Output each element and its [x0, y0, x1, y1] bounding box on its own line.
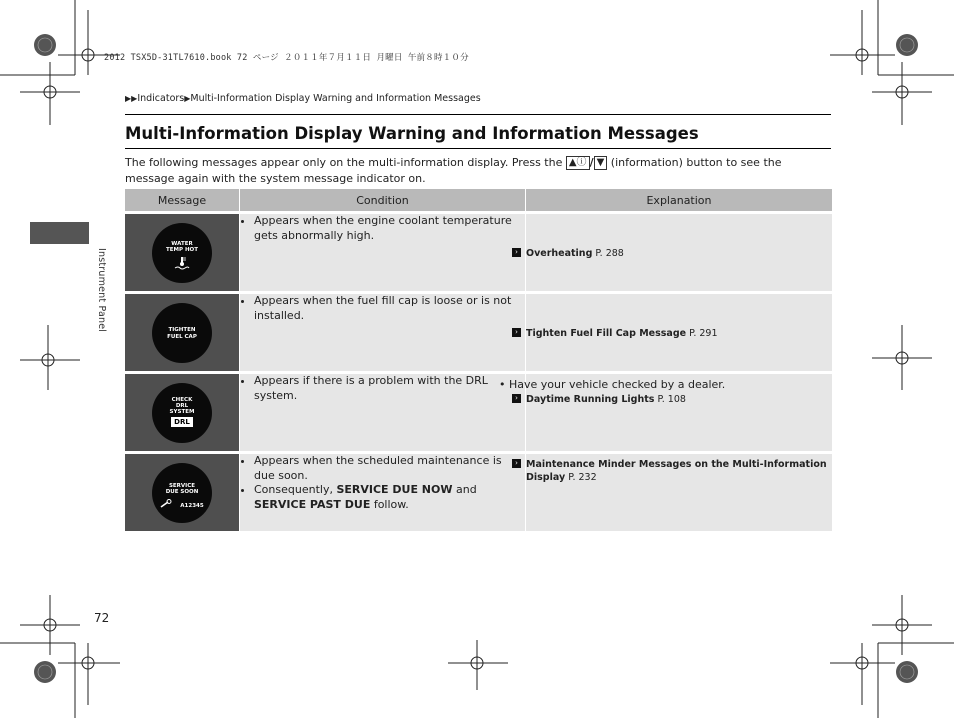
side-tab: [30, 222, 89, 244]
page-title: Multi-Information Display Warning and Information Messages: [125, 124, 699, 143]
condition-cell: [240, 211, 526, 291]
table-row: [125, 371, 832, 451]
display-line: SERVICE: [168, 483, 196, 489]
reference-link[interactable]: [515, 393, 832, 406]
table-row: [125, 291, 832, 371]
explanation-cell: [515, 291, 832, 371]
condition-cell: [240, 291, 526, 371]
reference-title: Overheating: [526, 248, 593, 259]
messages-table: [125, 189, 832, 531]
message-display-cell: [125, 371, 240, 451]
reference-page: P. 108: [657, 393, 686, 405]
service-due-soon-display: [152, 463, 212, 523]
condition-cell: [240, 451, 526, 531]
explanation-text: • Have your vehicle checked by a dealer.: [499, 378, 726, 391]
reference-arrow-icon: ›: [512, 394, 521, 403]
explanation-cell: [515, 451, 832, 531]
intro-text-after: (information) button to see the message again with the system message indicator on.: [125, 156, 782, 185]
info-up-button-icon: ▲ⓘ: [566, 156, 590, 170]
coolant-temp-icon: [174, 256, 190, 270]
breadcrumb: [125, 93, 481, 104]
display-line: CHECK: [171, 397, 193, 403]
display-line: DRL: [175, 403, 189, 409]
reference-title: Tighten Fuel Fill Cap Message: [526, 328, 687, 339]
display-line: FUEL CAP: [167, 334, 197, 340]
tighten-fuel-cap-display: [152, 303, 212, 363]
condition-item: • Appears when the scheduled maintenance is due soon.: [254, 454, 525, 483]
condition-text: and: [455, 483, 477, 496]
explanation-cell: [499, 371, 832, 451]
print-header-line: 2012 TSX5D-31TL7610.book 72 ページ ２０１１年７月１１日 月曜日 午前８時１０分: [104, 53, 469, 63]
condition-item: • Appears if there is a problem with the DRL system.: [254, 374, 525, 403]
condition-item: • Appears when the fuel fill cap is loose or is not installed.: [254, 294, 525, 323]
condition-item: • Appears when the engine coolant temperature gets abnormally high.: [254, 214, 525, 243]
display-line: TIGHTEN: [168, 327, 196, 333]
reference-link[interactable]: [515, 247, 832, 260]
table-row: [125, 211, 832, 291]
info-down-button-icon: ▼: [594, 156, 608, 170]
condition-bold: SERVICE DUE NOW: [336, 483, 453, 496]
side-section-label: Instrument Panel: [96, 248, 107, 333]
message-display-cell: [125, 211, 240, 291]
display-line: SYSTEM: [169, 409, 195, 415]
breadcrumb-item-current: Multi-Information Display Warning and Information Messages: [190, 93, 481, 104]
reference-arrow-icon: ›: [512, 248, 521, 257]
table-header-row: [125, 189, 832, 211]
reference-page: P. 288: [595, 248, 624, 259]
reference-title: Maintenance Minder Messages on the Multi-Information Display: [526, 459, 827, 483]
column-header-explanation: Explanation: [526, 189, 832, 211]
reference-link[interactable]: [515, 327, 832, 340]
maintenance-code: A12345: [180, 503, 204, 509]
table-row: [125, 451, 832, 531]
condition-bold: SERVICE PAST DUE: [254, 497, 371, 511]
reference-link[interactable]: [515, 458, 832, 484]
column-header-condition: Condition: [240, 189, 526, 211]
breadcrumb-arrow-icon: ▶: [184, 94, 191, 103]
intro-separator: /: [589, 156, 594, 169]
top-rule: [125, 114, 831, 115]
breadcrumb-item-indicators[interactable]: Indicators: [137, 93, 185, 104]
water-temp-hot-display: [152, 223, 212, 283]
wrench-icon: [159, 499, 173, 509]
title-rule: [125, 148, 831, 149]
intro-text-before: The following messages appear only on the multi-information display. Press the: [125, 156, 563, 169]
intro-paragraph: [125, 155, 831, 186]
reference-arrow-icon: ›: [512, 459, 521, 468]
reference-arrow-icon: ›: [512, 328, 521, 337]
condition-text: Consequently,: [254, 483, 333, 496]
reference-page: P. 291: [689, 328, 718, 339]
check-drl-system-display: [152, 383, 212, 443]
explanation-cell: [515, 211, 832, 291]
reference-page: P. 232: [568, 472, 597, 483]
page-number: 72: [94, 611, 110, 625]
breadcrumb-arrow-icon: ▶▶: [125, 94, 138, 103]
condition-item: [254, 483, 525, 512]
condition-text: follow.: [373, 497, 409, 511]
column-header-message: Message: [125, 189, 240, 211]
display-line: DUE SOON: [165, 489, 199, 495]
message-display-cell: [125, 291, 240, 371]
drl-badge: DRL: [171, 417, 193, 427]
display-line: TEMP HOT: [166, 247, 198, 253]
display-line: WATER: [171, 241, 193, 247]
reference-title: Daytime Running Lights: [526, 393, 655, 405]
condition-cell: [240, 371, 526, 451]
explanation-item: Have your vehicle checked by a dealer.: [509, 378, 726, 391]
message-display-cell: [125, 451, 240, 531]
